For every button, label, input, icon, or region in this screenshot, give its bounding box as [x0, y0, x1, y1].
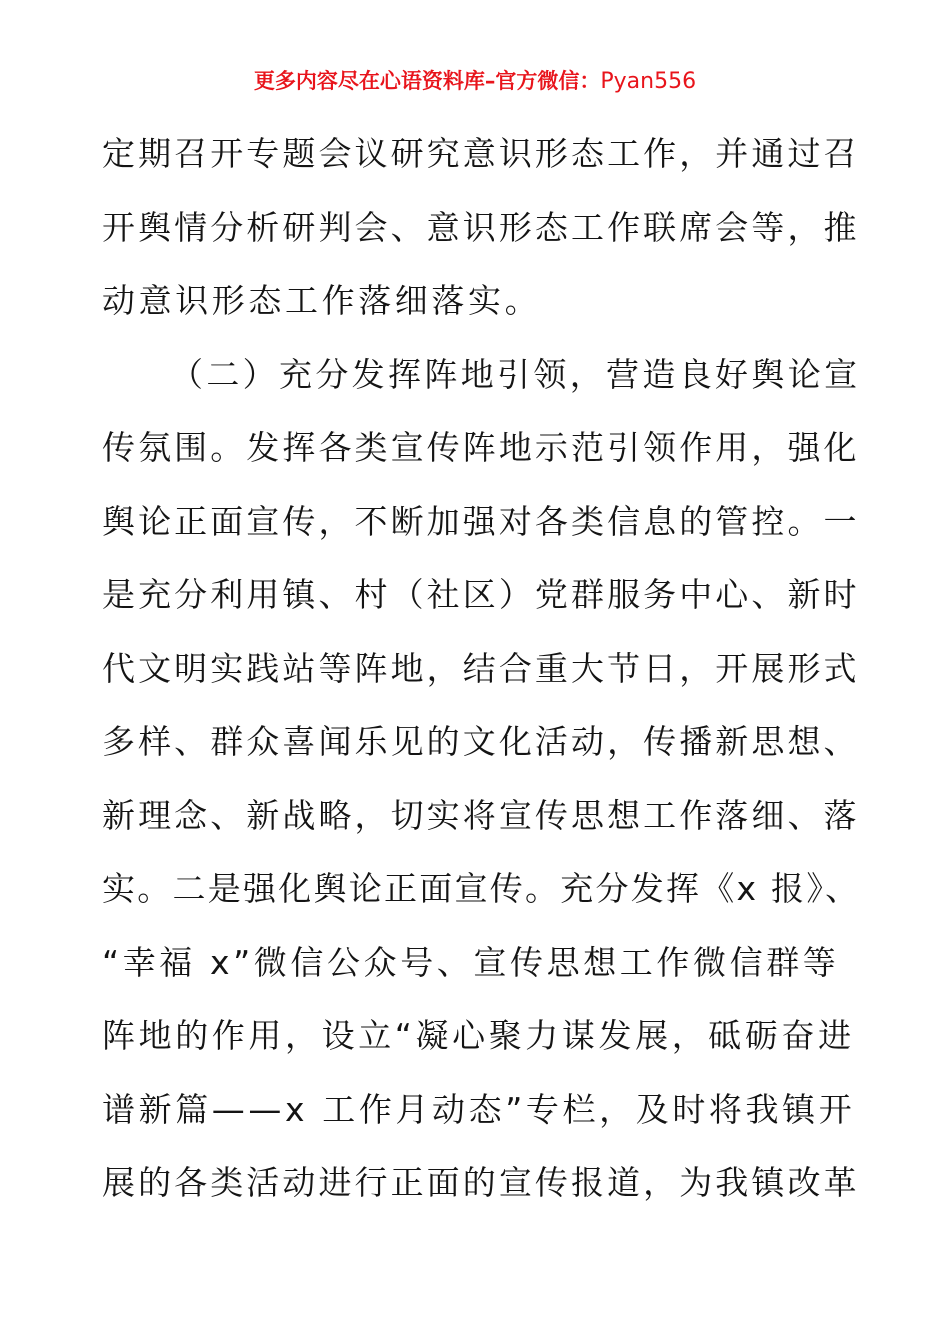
header-separator: –: [484, 69, 496, 93]
body-line: 多样、群众喜闻乐见的文化活动，传播新思想、: [102, 722, 860, 761]
body-line: 定期召开专题会议研究意识形态工作，并通过召: [102, 134, 860, 173]
body-line: 展的各类活动进行正面的宣传报道，为我镇改革: [102, 1163, 860, 1202]
page-header: [0, 66, 950, 97]
body-line: 实。二是强化舆论正面宣传。充分发挥《x 报》、: [102, 869, 861, 908]
body-line: “幸福 x”微信公众号、宣传思想工作微信群等: [102, 943, 840, 982]
body-line: 舆论正面宣传，不断加强对各类信息的管控。一: [102, 502, 860, 541]
body-line: 传氛围。发挥各类宣传阵地示范引领作用，强化: [102, 428, 860, 467]
body-line: 新理念、新战略，切实将宣传思想工作落细、落: [102, 796, 860, 835]
section-heading-line: （二）充分发挥阵地引领，营造良好舆论宣: [170, 355, 861, 394]
header-wechat-id: Pyan556: [600, 69, 697, 94]
body-line: 开舆情分析研判会、意识形态工作联席会等，推: [102, 208, 860, 247]
header-brand: 更多内容尽在心语资料库: [253, 68, 485, 93]
body-line: 动意识形态工作落细落实。: [102, 281, 542, 320]
header-wechat-label: 官方微信：: [495, 68, 601, 93]
body-line: 代文明实践站等阵地，结合重大节日，开展形式: [102, 649, 860, 688]
body-line: 是充分利用镇、村（社区）党群服务中心、新时: [102, 575, 860, 614]
body-line: 阵地的作用，设立“凝心聚力谋发展，砥砺奋进: [102, 1016, 855, 1055]
body-line: 谱新篇——x 工作月动态”专栏，及时将我镇开: [102, 1090, 856, 1129]
